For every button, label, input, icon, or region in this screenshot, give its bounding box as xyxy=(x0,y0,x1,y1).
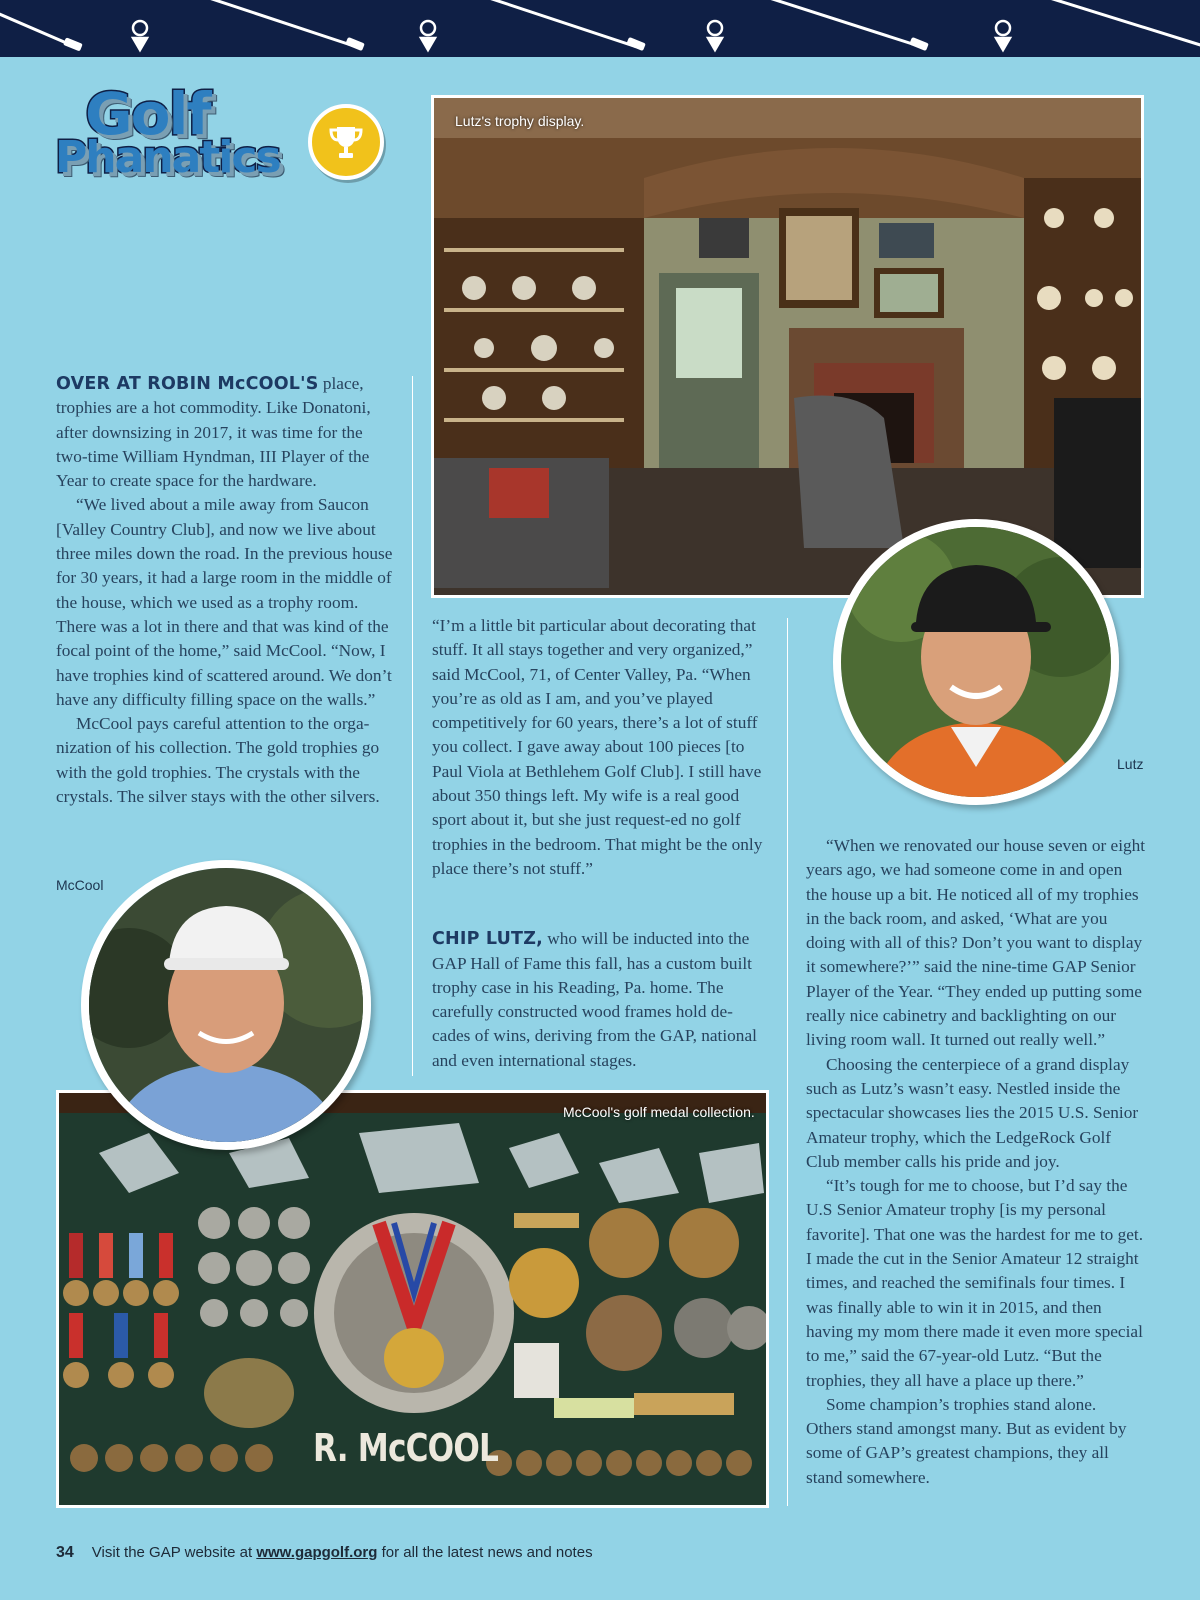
living-room-image xyxy=(434,98,1141,595)
column-rule-1 xyxy=(412,376,413,1076)
lutz-portrait xyxy=(833,519,1119,805)
col1-paragraph-2: “We lived about a mile away from Saucon [Valley Country Club], and now we live about three miles down the road. In the previous house for 30 years, it had a large room in the middle of the house, which we used as a trophy room. There was a lot in there and that was kind of the focal point of the home,” said McCool. “Now, I have trophies kind of scattered around. We don’t have any difficulty filling space on the walls.” xyxy=(56,495,393,709)
trophy-badge xyxy=(308,104,384,180)
trophy-display-caption: Lutz's trophy display. xyxy=(455,113,585,129)
logo-text-phanatics: Phanatics xyxy=(55,132,280,183)
trophy-icon xyxy=(326,122,366,162)
page-number: 34 xyxy=(56,1544,74,1561)
plaque-text: R. McCOOL xyxy=(313,1426,499,1470)
article-column-2 xyxy=(432,614,767,1073)
gap-website-link[interactable]: www.gapgolf.org xyxy=(256,1544,378,1561)
footer-text-before: Visit the GAP website at xyxy=(91,1544,257,1561)
top-banner xyxy=(0,0,1200,57)
column-rule-2 xyxy=(787,618,788,1506)
mccool-portrait xyxy=(81,860,371,1150)
col1-paragraph-1: place, trophies are a hot commodity. Like Donatoni, after downsizing in 2017, it was time for the two-time William Hyndman, III Player of the Year to create space for the hardware. xyxy=(56,374,371,491)
col1-paragraph-3: McCool pays careful attention to the orga-nization of his collection. The gold trophies go with the gold trophies. The crystals with the crystals. The silver stays with the other silvers. xyxy=(56,714,380,807)
col3-paragraph-2: Choosing the centerpiece of a grand display such as Lutz’s wasn’t easy. Nestled inside the spectacular showcases lies the 2015 U.S. Senior Amateur trophy, which the LedgeRock Golf Club member calls his pride and joy. xyxy=(806,1054,1139,1171)
lead-chip-lutz: CHIP LUTZ, xyxy=(432,929,543,950)
trophy-display-photo xyxy=(431,95,1144,598)
mccool-image xyxy=(89,868,363,1142)
col3-paragraph-3: “It’s tough for me to choose, but I’d say the U.S Senior Amateur trophy [is my personal favorite]. That one was the hardest for me to get. I made the cut in the Senior Amateur 12 straight times, and reached the semifinals four times. I was finally able to win it in 2015, and then having my mom there made it even more special to me,” said the 67-year-old Lutz. “But the trophies, they all have a place up there.” xyxy=(806,1176,1144,1390)
lutz-label: Lutz xyxy=(1117,756,1144,772)
lutz-image xyxy=(841,527,1111,797)
col2-paragraph-2: who will be inducted into the GAP Hall of Fame this fall, has a custom built trophy case in his Reading, Pa. home. The carefully constructed wood frames hold de-cades of wins, deriving from the GAP, national and even international stages. xyxy=(432,929,757,1070)
col2-paragraph-1: “I’m a little bit particular about decorating that stuff. It all stays together and very organized,” said McCool, 71, of Center Valley, Pa. “When you’re as old as I am, and you’ve played competitively for 60 years, there’s a lot of stuff you collect. I gave away about 100 pieces [to Paul Viola at Bethlehem Golf Club]. I still have about 350 things left. My wife is a real good sport about it, but she just request-ed no golf trophies in the bedroom. That might be the only place there’s not stuff.” xyxy=(432,616,763,878)
medal-collection-caption: McCool's golf medal collection. xyxy=(563,1104,755,1120)
col3-paragraph-1: “When we renovated our house seven or eight years ago, we had someone come in and open the house up a bit. He noticed all of my trophies in the back room, and asked, ‘What are you doing with all of this? Don’t you want to display it somewhere?’” said the nine-time GAP Senior Player of the Year. “They ended up putting some really nice cabinetry and backlighting on our living room wall. It turned out really well.” xyxy=(806,836,1146,1050)
lead-mccool: OVER AT ROBIN McCOOL'S xyxy=(56,374,319,394)
footer-text-after: for all the latest news and notes xyxy=(377,1544,593,1561)
col3-paragraph-4: Some champion’s trophies stand alone. Others stand amongst many. But as evident by some of GAP’s greatest champions, they all stand somewhere. xyxy=(806,1394,1127,1487)
article-column-3 xyxy=(806,834,1146,1490)
mccool-label: McCool xyxy=(56,877,104,893)
golf-phanatics-logo xyxy=(55,80,295,195)
logo-text-golf: Golf xyxy=(85,80,210,148)
article-column-1 xyxy=(56,372,396,809)
page-footer xyxy=(56,1544,593,1562)
golf-club-and-tee-icons xyxy=(0,0,1200,57)
